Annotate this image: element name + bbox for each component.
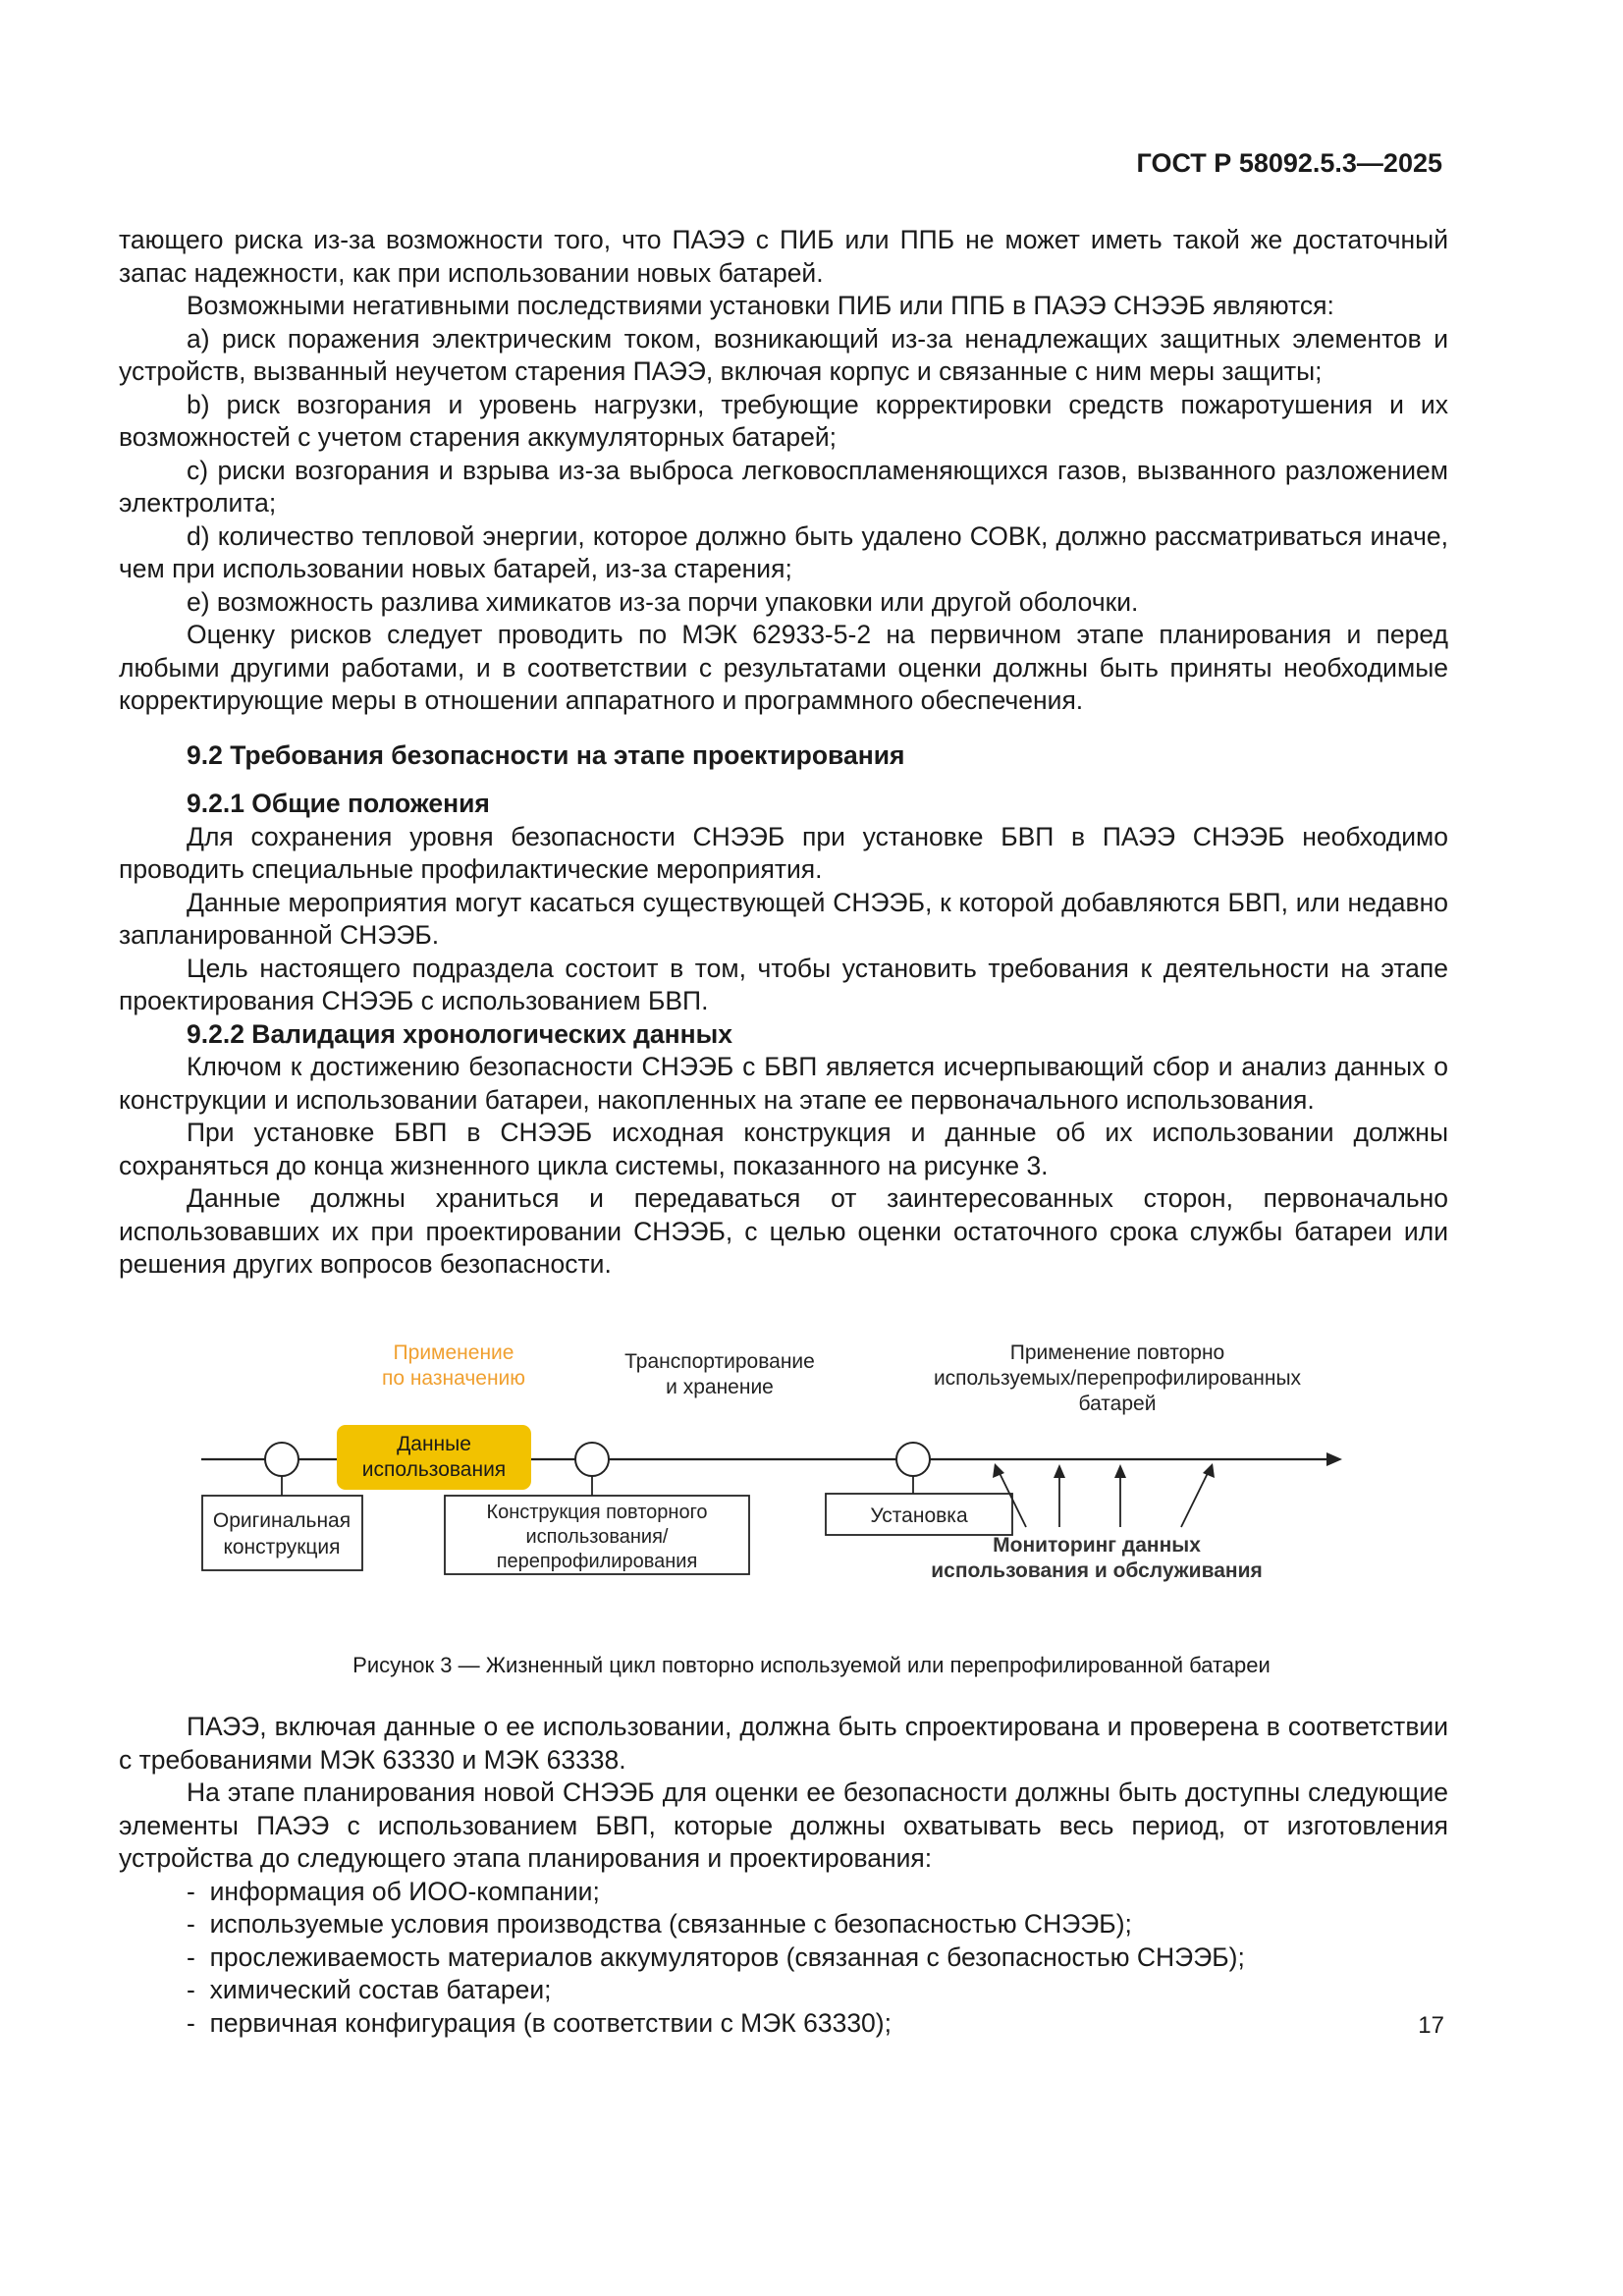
transport-label-2: и хранение: [666, 1376, 774, 1398]
monitoring-label-2: использования и обслуживания: [931, 1559, 1263, 1582]
paragraph: Цель настоящего подраздела состоит в том, чтобы установить требования к деятельности на этапе проектирования СНЭЭБ с использованием БВП.: [119, 953, 1448, 1015]
application-label-1: Применение: [393, 1341, 514, 1364]
paragraph: тающего риска из-за возможности того, что ПАЭЭ с ПИБ или ППБ не может иметь такой же достаточный запас надежности, как при использовании новых батарей.: [119, 225, 1448, 288]
usage-data-label-1: Данные: [397, 1433, 471, 1455]
monitoring-arrowhead: [1114, 1464, 1126, 1478]
original-design-label-1: Оригинальная: [212, 1509, 352, 1532]
paragraph: d) количество тепловой энергии, которое должно быть удалено СОВК, должно рассматриваться иначе, чем при использовании новых батарей, из-за старения;: [119, 520, 1448, 583]
section-heading-9-2-2: 9.2.2 Валидация хронологических данных: [187, 1018, 733, 1049]
timeline-arrowhead: [1326, 1452, 1342, 1466]
stage-node: [575, 1443, 609, 1476]
reuse-label-2: используемых/перепрофилированных: [933, 1367, 1302, 1390]
figure-caption: Рисунок 3 — Жизненный цикл повторно используемой или перепрофилированной батареи: [352, 1653, 1271, 1677]
document-header: ГОСТ Р 58092.5.3—2025: [1136, 148, 1442, 178]
paragraph: Оценку рисков следует проводить по МЭК 62933-5-2 на первичном этапе планирования и перед любыми другими работами, и в соответствии с результатами оценки должны быть приняты необходимые корректирующие меры в отношении аппаратного и программного обеспечения.: [119, 620, 1448, 715]
stage-node: [265, 1443, 298, 1476]
monitoring-arrow: [1181, 1471, 1209, 1527]
section-heading-9-2-1: 9.2.1 Общие положения: [187, 789, 490, 818]
body-text-bottom: [119, 1711, 1448, 2040]
application-label-2: по назначению: [381, 1367, 526, 1390]
list-item: - информация об ИОО-компании;: [187, 1876, 1448, 1909]
list-item: - химический состав батареи;: [187, 1974, 1448, 2007]
reuse-design-label-3: перепрофилирования: [496, 1551, 698, 1572]
original-design-label-2: конструкция: [223, 1536, 341, 1558]
stage-node: [896, 1443, 930, 1476]
paragraph: Данные должны храниться и передаваться от заинтересованных сторон, первоначально использовавших их при проектировании СНЭЭБ, с целью оценки остаточного срока службы батареи или решения других вопросов безопасности.: [119, 1183, 1448, 1279]
paragraph: Для сохранения уровня безопасности СНЭЭБ при установке БВП в ПАЭЭ СНЭЭБ необходимо проводить специальные профилактические мероприятия.: [119, 821, 1448, 884]
paragraph: e) возможность разлива химикатов из-за порчи упаковки или другой оболочки.: [187, 586, 1139, 617]
list-item: - используемые условия производства (связанные с безопасностью СНЭЭБ);: [187, 1908, 1448, 1941]
list-item: - прослеживаемость материалов аккумуляторов (связанная с безопасностью СНЭЭБ);: [187, 1941, 1448, 1975]
paragraph: ПАЭЭ, включая данные о ее использовании, должна быть спроектирована и проверена в соответствии с требованиями МЭК 63330 и МЭК 63338.: [119, 1712, 1448, 1775]
install-label: Установка: [870, 1504, 968, 1527]
reuse-design-label-2: использования/: [525, 1526, 669, 1548]
lifecycle-diagram: [191, 1331, 1370, 1596]
paragraph: Данные мероприятия могут касаться существующей СНЭЭБ, к которой добавляются БВП, или недавно запланированной СНЭЭБ.: [119, 887, 1448, 950]
paragraph: Возможными негативными последствиями установки ПИБ или ППБ в ПАЭЭ СНЭЭБ являются:: [187, 291, 1334, 320]
list-item: - первичная конфигурация (в соответствии с МЭК 63330);: [187, 2007, 1448, 2041]
paragraph: a) риск поражения электрическим током, возникающий из-за ненадлежащих защитных элементов и устройств, вызванный неучетом старения ПАЭЭ, включая корпус и связанные с ним меры защиты;: [119, 323, 1448, 386]
body-text-top: [119, 224, 1448, 1282]
paragraph: c) риски возгорания и взрыва из-за выброса легковоспламеняющихся газов, вызванного разложением электролита;: [119, 455, 1448, 518]
paragraph: Ключом к достижению безопасности СНЭЭБ с БВП является исчерпывающий сбор и анализ данных о конструкции и использовании батареи, накопленных на этапе ее первоначального использования.: [119, 1052, 1448, 1115]
usage-data-label-2: использования: [361, 1458, 507, 1481]
requirements-list: [119, 1876, 1448, 2041]
monitoring-arrowhead: [1203, 1463, 1215, 1478]
original-design-box: [202, 1496, 362, 1570]
page-number: 17: [1418, 2012, 1444, 2039]
monitoring-label-1: Мониторинг данных: [993, 1534, 1201, 1557]
reuse-label-3: батарей: [1078, 1393, 1157, 1415]
transport-label-1: Транспортирование: [624, 1350, 815, 1373]
reuse-label-1: Применение повторно: [1009, 1341, 1225, 1364]
paragraph: При установке БВП в СНЭЭБ исходная конструкция и данные об их использовании должны сохраняться до конца жизненного цикла системы, показанного на рисунке 3.: [119, 1118, 1448, 1180]
section-heading-9-2: 9.2 Требования безопасности на этапе проектирования: [187, 739, 905, 770]
monitoring-arrowhead: [993, 1463, 1004, 1478]
monitoring-arrowhead: [1054, 1464, 1065, 1478]
reuse-design-label-1: Конструкция повторного: [486, 1502, 708, 1523]
paragraph: b) риск возгорания и уровень нагрузки, требующие корректировки средств пожаротушения и их возможностей с учетом старения аккумуляторных батарей;: [119, 389, 1448, 452]
paragraph: На этапе планирования новой СНЭЭБ для оценки ее безопасности должны быть доступны следующие элементы ПАЭЭ с использованием БВП, которые должны охватывать весь период, от изготовления устройства до следующего этапа планирования и проектирования:: [119, 1777, 1448, 1873]
